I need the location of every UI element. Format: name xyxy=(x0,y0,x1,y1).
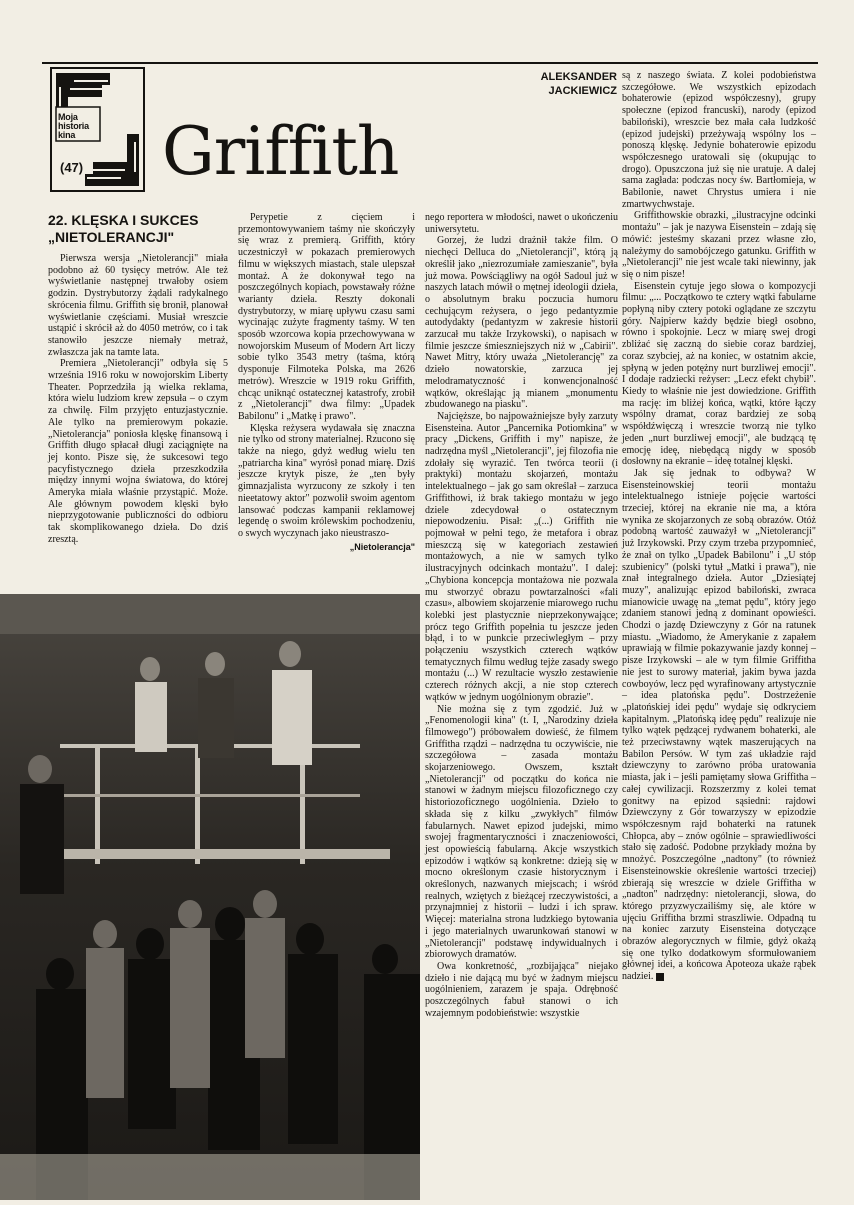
author-first-name: ALEKSANDER xyxy=(540,71,617,83)
top-rule xyxy=(42,62,818,64)
paragraph: Gorzej, że ludzi drażnił także film. O niechęci Delluca do „Nietolerancji", którą ją określił jako „niezrozumiałe zamieszanie", była już mowa. Powściągliwy na ogół Sadoul już w naszych latach mówił o mętnej ideologii dzieła, o absolutnym braku poczucia humoru cechującym reżysera, o jego pedantyzmie autodydakty (pedantyzm w zakresie historii zarzucał mu także Irzykowski), o napisach w filmie jeszcze śmieszniejszych niż w „Cabirii". Nawet Mitry, który uważa „Nietolerancję" za dzieło nowatorskie, zarzuca jej melodramatyczność i konwencjonalność wątków, określając ją mianem „monumentu zbudowanego na piasku". xyxy=(425,235,618,411)
series-label xyxy=(58,113,89,140)
paragraph: nego reportera w młodości, nawet o ukończeniu uniwersytetu. xyxy=(425,212,618,235)
series-label-line: historia xyxy=(58,121,89,131)
series-label-line: Moja xyxy=(58,112,78,122)
paragraph: Klęska reżysera wydawała się znaczna nie tylko od strony materialnej. Rzucono się także na niego, gdyż według wielu ten „patriarcha kina" wyrósł ponad miarę. Dziś jeszcze krytyk pisze, że „ten były gimnazjalista wyrzucony ze szkoły i ten nieetatowy aktor" pozwolił swoim agentom lansować podczas kampanii reklamowej legendę o swoim królewskim pochodzeniu, o swych wyczynach jako nieustraszo- xyxy=(238,422,415,539)
text-column-4 xyxy=(622,70,816,983)
photo-caption: „Nietolerancja" xyxy=(349,541,415,552)
paragraph: Owa konkretność, „rozbijająca" niejako dzieło i nie dającą mu być w żadnym miejscu uogólnieniem, zarazem je spaja. Odrębność poszczególnych fabuł stanowi o ich wzajemnym podobieństwie: wszystkie xyxy=(425,961,618,1019)
paragraph: Eisenstein cytuje jego słowa o kompozycji filmu: „... Początkowo te cztery wątki fabularne popłyną niby cztery potoki oglądane ze szczytu góry. Najpierw każdy będzie biegł osobno, równo i spokojnie. Lecz w miarę swej drogi zbliżać się zaczną do siebie coraz bardziej, coraz szybciej, aż na koniec, w ostatnim akcie, spłyną w jeden potężny nurt burzliwej emocji". I dodaje radziecki reżyser: „Lecz efekt chybił". Kiedy to właśnie nie jest dowiedzione. Griffith ma rację: im bliżej końca, wątki, które łączy wspólny dramat, coraz bardziej ze sobą współdźwięczą i wreszcie tworzą nie tylko jeden „nurt burzliwej emocji", ale budzącą tę emocję ideę, niebędącą nigdy w sposób dosłowny na ekranie – ideę totalnej klęski. xyxy=(622,280,816,468)
section-heading-line: 22. KLĘSKA I SUKCES xyxy=(48,212,199,228)
section-heading-line: „NIETOLERANCJI" xyxy=(48,229,175,245)
paragraph: Pierwsza wersja „Nietolerancji" miała podobno aż 60 tysięcy metrów. Ale też wyświetlanie następnej trwałoby osiem godzin. Dystrybutorzy żądali radykalnego skrócenia filmu. Griffith się bronił, planował wyświetlanie częściami. Musiał wreszcie ustąpić i skrócił aż do 4050 metrów, co i tak stanowiło jeszcze niemały metraż, zwłaszcza jak na tamte lata. xyxy=(48,253,228,358)
paragraph-text: Jak się jednak to odbywa? W Eisensteinowskiej teorii montażu intelektualnego istnieje pojęcie wartości trzeciej, której na ekranie nie ma, a która wynika ze skojarzonych ze sobą obrazów. Otóż podobną wartość zauważył w „Nietolerancji" już Irzykowski. Przy czym trzeba przypomnieć, że znał on tylko „Upadek Babilonu" i „U stóp szubienicy" (polski tytuł „Matki i prawa"), nie znał integralnego dzieła. Autor „Dziesiątej muzy", analizując epizod babiloński, zwraca mianowicie uwagę na „temat pędu", który jego zdaniem stanowi jedną z dominant opowieści. Chodzi o jazdę Dziewczyny z Gór na ratunek miastu. „Wiadomo, że Amerykanie z zapałem uprawiają w filmie pokazywanie jazdy konnej – pisze Irzykowski – ale w tym filmie Griffitha nie jest to surowy materiał, jakim bywa jazda cowboyów, lecz pęd wyrafinowany artystycznie – idea platońska pędu". Dostrzeżenie „platońskiej idei pędu" wydaje się odkryciem kapitalnym. „Platońską ideę pędu" realizuje nie tylko wątek pędzącej rydwanem bohaterki, ale też przeciwstawny wątek maszerujących na Babilon Persów. W tym zaś układzie rajd dziewczyny to zarówno próba uratowania miasta, jak i – jeśli pamiętamy słowa Griffitha – całej cywilizacji. Rozszerzmy z kolei temat gonitwy na epizod sąsiedni: rajdowi Dziewczyny z Gór towarzyszy w epizodzie współczesnym rajd bohaterki na ratunek Chłopca, aby – znów ogólnie – sprawiedliwości stało się zadość. Podobne przykłady można by mnożyć. Poszczególne „nadtony" (to również Eisensteinowskie określenie wartości trzeciej) zbierają się wreszcie w dziele Griffitha w „nadton" nadrzędny: nietolerancji, słowa, do którego przyzwyczailiśmy się, ale które w ujęciu Griffitha brzmi straszliwie. Odpadną tu na koniec zarzuty Eisensteina dotyczące obrazów alegorycznych w filmie, gdyż okażą się one tylko dodatkowym sformułowaniem głównej idei, a końcowa Apoteoza ukaże rąbek nadziei. xyxy=(622,467,816,983)
text-column-3 xyxy=(425,212,618,1020)
series-label-line: kina xyxy=(58,130,76,140)
end-of-article-icon xyxy=(656,973,664,981)
author-name xyxy=(512,70,617,98)
paragraph: są z naszego świata. Z kolei podobieństwa szczegółowe. We wszystkich epizodach bohaterowie (epizod współczesny), grupy społeczne (epizod francuski), narody (epizod babiloński), wreszcie bez mała cała ludzkość (epizod judejski) przeżywają wspólny los – ponoszą klęskę. Jedynie bohaterowie epizodu współczesnego uratowali się (okupując to drogo). Opuszczona już się nie uratuje. A dalej sama zagłada: podczas nocy św. Bartłomieja, w Babilonie, nawet Chrystus umiera i nie zmartwychwstaje. xyxy=(622,70,816,210)
film-still-photo xyxy=(0,594,420,1200)
series-number: (47) xyxy=(60,160,84,175)
text-column-1 xyxy=(48,212,228,546)
paragraph: Nie można się z tym zgodzić. Już w „Fenomenologii kina" (t. I, „Narodziny dzieła filmowego") próbowałem dowieść, że filmem Griffitha rządzi – nadrzędna tu oczywiście, nie szczegółowa – zasada montażu skojarzeniowego. Owszem, kształt „Nietolerancji" od początku do końca nie stanowi w żadnym miejscu filozoficznego czy historiozoficznego uogólnienia. Dzieło to składa się z kilku „zwykłych" filmów fabularnych. Nawet epizod judejski, mimo swojej fragmentaryczności i znaczeniowości, jest opowieścią fabularną. Akcje wszystkich epizodów i wątków są konkretne: dzieją się w mocno określonym czasie historycznym i określonych, nazwanych miejscach; i wśród realnych, wziętych z bieżącej rzeczywistości, a przynajmniej z historii – ludzi i ich spraw. Więcej: materialna strona ludzkiego bytowania i jego materialnych uwarunkowań stanowi w „Nietolerancji" podstawę indywidualnych i zbiorowych dramatów. xyxy=(425,703,618,961)
paragraph: Griffithowskie obrazki, „ilustracyjne odcinki montażu" – jak je nazywa Eisenstein – zdają się mówić: jesteśmy skazani przez własne zło, należymy do samobójczego gatunku. Griffith w „Nietolerancji" nie jest wcale taki niewinny, jak się o nim pisze! xyxy=(622,210,816,280)
paragraph: Najcięższe, bo najpoważniejsze były zarzuty Eisensteina. Autor „Pancernika Potiomkina" w pracy „Dickens, Griffith i my" napisze, że nadrzędna myśl „Nietolerancji", jej filozofia nie zdołały się wyrazić. Ten twórca teorii (i praktyki) montażu skojarzeń, montażu intelektualnego – jak go sam określał – zarzuca Griffithowi, iż brak takiego montażu w jego dziele zdecydował o ostatecznym niepowodzeniu. Pisał: „(...) Griffith nie pojmował w pełni tego, że metafora i obraz mieszczą się w kategoriach zestawień montażowych, a nie w samych tylko ilustracyjnych odcinkach montażu". I dalej: „Chybiona koncepcja montażowa nie pozwala mu stworzyć obrazu powtarzalności «fali czasu», albowiem skojarzenie miarowego ruchu kolebki jest plastycznie nieprzekonywające; prócz tego Griffith popełnia tu jeszcze jeden błąd, i to w punkcie przeciwległym – przy połączeniu wszystkich czterech wątków tematycznych filmu według tejże zasady swego montażu (...) W rezultacie wyszło zestawienie czterech różnych akcji, a nie stop czterech wątków w jednym uogólnionym obrazie". xyxy=(425,410,618,703)
section-heading xyxy=(48,212,228,246)
text-column-2 xyxy=(238,212,415,553)
paragraph xyxy=(622,468,816,983)
article-title: Griffith xyxy=(162,113,399,190)
paragraph: Premiera „Nietolerancji" odbyła się 5 września 1916 roku w nowojorskim Liberty Theater. Poprzedziła ją wielka reklama, która wielu ludziom krew zepsuła – o czym za chwilę. Film przyjęto entuzjastycznie. Ale tylko na premierowym pokazie. „Nietolerancja" poniosła klęskę finansową i Griffith długo spłacał długi zaciągnięte na jej konto. Pisze się, że sukcesowi tego pacyfistycznego dzieła przeszkodziła między innymi wojna światowa, do której Ameryka miała właśnie przystąpić. Może. Ale głównym powodem klęski było nieprzygotowanie publiczności do odbioru tak skomplikowanego dzieła. Do dziś zresztą. xyxy=(48,358,228,545)
author-last-name: JACKIEWICZ xyxy=(548,85,617,97)
paragraph: Perypetie z cięciem i przemontowywaniem taśmy nie skończyły się wraz z premierą. Griffith, który uczestniczył w pokazach premierowych filmu w większych miastach, stale ulepszał montaż. A że dokonywał tego na poszczególnych kopiach, powstawały różne warianty dzieła. Reszty dokonali dystrybutorzy, w miarę upływu czasu sami wycinając zużyte fragmenty taśmy. W ten sposób wzorcowa kopia przechowywana w nowojorskim Museum of Modern Art liczy sobie tylko 3543 metry (taśma, którą dysponuje Filmoteka Polska, ma 2626 metrów). Wreszcie w 1919 roku Griffith, chcąc uniknąć ostatecznej katastrofy, zrobił z „Nietolerancji" dwa filmy: „Upadek Babilonu" i „Matkę i prawo". xyxy=(238,212,415,422)
